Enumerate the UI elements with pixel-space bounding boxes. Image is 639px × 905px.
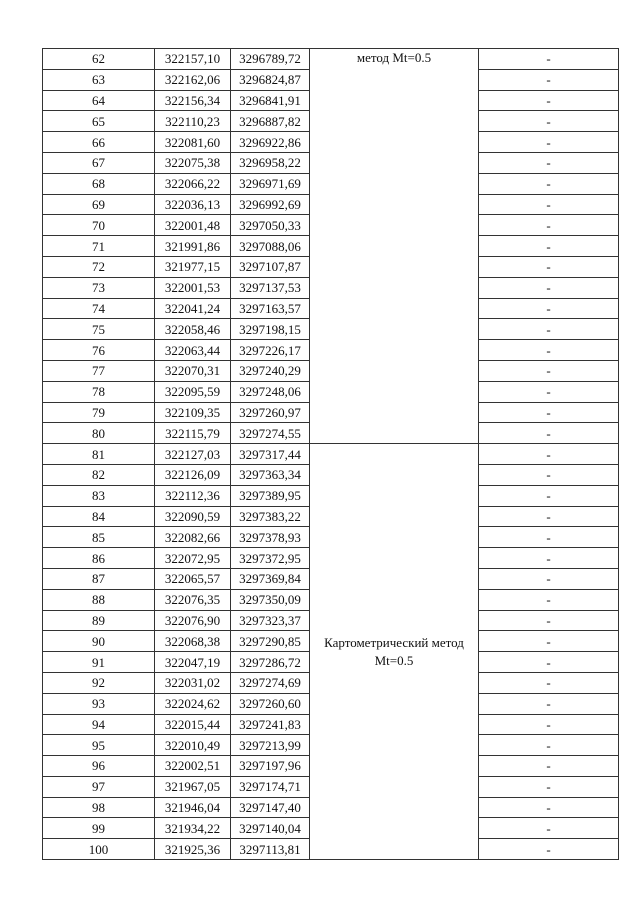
- point-number-cell: 64: [43, 90, 155, 111]
- x-coordinate-cell: 321946,04: [155, 797, 231, 818]
- y-coordinate-cell: 3297274,69: [231, 672, 310, 693]
- x-coordinate-cell: 322024,62: [155, 693, 231, 714]
- note-cell: -: [479, 423, 619, 444]
- coordinates-table: [42, 48, 619, 860]
- x-coordinate-cell: 322112,36: [155, 485, 231, 506]
- note-cell: -: [479, 589, 619, 610]
- point-number-cell: 89: [43, 610, 155, 631]
- note-cell: -: [479, 818, 619, 839]
- y-coordinate-cell: 3297163,57: [231, 298, 310, 319]
- y-coordinate-cell: 3297241,83: [231, 714, 310, 735]
- note-cell: -: [479, 568, 619, 589]
- y-coordinate-cell: 3297372,95: [231, 548, 310, 569]
- note-cell: -: [479, 776, 619, 797]
- point-number-cell: 78: [43, 381, 155, 402]
- note-cell: -: [479, 714, 619, 735]
- x-coordinate-cell: 322065,57: [155, 568, 231, 589]
- point-number-cell: 90: [43, 631, 155, 652]
- point-number-cell: 84: [43, 506, 155, 527]
- x-coordinate-cell: 322072,95: [155, 548, 231, 569]
- point-number-cell: 79: [43, 402, 155, 423]
- point-number-cell: 73: [43, 277, 155, 298]
- x-coordinate-cell: 322162,06: [155, 69, 231, 90]
- table-row: [43, 49, 619, 70]
- note-cell: -: [479, 527, 619, 548]
- note-cell: -: [479, 152, 619, 173]
- x-coordinate-cell: 322076,35: [155, 589, 231, 610]
- note-cell: -: [479, 839, 619, 860]
- x-coordinate-cell: 322156,34: [155, 90, 231, 111]
- y-coordinate-cell: 3297113,81: [231, 839, 310, 860]
- point-number-cell: 68: [43, 173, 155, 194]
- point-number-cell: 83: [43, 485, 155, 506]
- point-number-cell: 91: [43, 652, 155, 673]
- y-coordinate-cell: 3297137,53: [231, 277, 310, 298]
- point-number-cell: 72: [43, 256, 155, 277]
- y-coordinate-cell: 3296887,82: [231, 111, 310, 132]
- y-coordinate-cell: 3297274,55: [231, 423, 310, 444]
- x-coordinate-cell: 322058,46: [155, 319, 231, 340]
- y-coordinate-cell: 3297050,33: [231, 215, 310, 236]
- y-coordinate-cell: 3297174,71: [231, 776, 310, 797]
- note-cell: -: [479, 132, 619, 153]
- note-cell: -: [479, 90, 619, 111]
- x-coordinate-cell: 321991,86: [155, 236, 231, 257]
- y-coordinate-cell: 3296992,69: [231, 194, 310, 215]
- point-number-cell: 94: [43, 714, 155, 735]
- point-number-cell: 75: [43, 319, 155, 340]
- point-number-cell: 76: [43, 340, 155, 361]
- y-coordinate-cell: 3297107,87: [231, 256, 310, 277]
- x-coordinate-cell: 322041,24: [155, 298, 231, 319]
- y-coordinate-cell: 3297323,37: [231, 610, 310, 631]
- note-cell: -: [479, 548, 619, 569]
- note-cell: -: [479, 693, 619, 714]
- x-coordinate-cell: 322036,13: [155, 194, 231, 215]
- point-number-cell: 81: [43, 444, 155, 465]
- point-number-cell: 92: [43, 672, 155, 693]
- note-cell: -: [479, 298, 619, 319]
- point-number-cell: 77: [43, 360, 155, 381]
- point-number-cell: 100: [43, 839, 155, 860]
- note-cell: -: [479, 506, 619, 527]
- note-cell: -: [479, 402, 619, 423]
- x-coordinate-cell: 322110,23: [155, 111, 231, 132]
- y-coordinate-cell: 3297260,97: [231, 402, 310, 423]
- y-coordinate-cell: 3296841,91: [231, 90, 310, 111]
- x-coordinate-cell: 322070,31: [155, 360, 231, 381]
- note-cell: -: [479, 360, 619, 381]
- x-coordinate-cell: 322081,60: [155, 132, 231, 153]
- table-row: [43, 444, 619, 465]
- x-coordinate-cell: 321977,15: [155, 256, 231, 277]
- point-number-cell: 85: [43, 527, 155, 548]
- method-cell-bottom: Картометрический метод Mt=0.5: [310, 444, 479, 860]
- y-coordinate-cell: 3296971,69: [231, 173, 310, 194]
- point-number-cell: 67: [43, 152, 155, 173]
- point-number-cell: 66: [43, 132, 155, 153]
- y-coordinate-cell: 3297286,72: [231, 652, 310, 673]
- y-coordinate-cell: 3296922,86: [231, 132, 310, 153]
- point-number-cell: 86: [43, 548, 155, 569]
- point-number-cell: 63: [43, 69, 155, 90]
- note-cell: -: [479, 444, 619, 465]
- x-coordinate-cell: 322068,38: [155, 631, 231, 652]
- x-coordinate-cell: 322031,02: [155, 672, 231, 693]
- point-number-cell: 95: [43, 735, 155, 756]
- y-coordinate-cell: 3297363,34: [231, 464, 310, 485]
- note-cell: -: [479, 652, 619, 673]
- method-cell-top: метод Mt=0.5: [310, 49, 479, 444]
- y-coordinate-cell: 3297147,40: [231, 797, 310, 818]
- x-coordinate-cell: 322015,44: [155, 714, 231, 735]
- point-number-cell: 71: [43, 236, 155, 257]
- x-coordinate-cell: 322090,59: [155, 506, 231, 527]
- x-coordinate-cell: 321934,22: [155, 818, 231, 839]
- x-coordinate-cell: 322001,53: [155, 277, 231, 298]
- point-number-cell: 93: [43, 693, 155, 714]
- x-coordinate-cell: 322115,79: [155, 423, 231, 444]
- note-cell: -: [479, 464, 619, 485]
- note-cell: -: [479, 111, 619, 132]
- x-coordinate-cell: 322109,35: [155, 402, 231, 423]
- point-number-cell: 98: [43, 797, 155, 818]
- point-number-cell: 99: [43, 818, 155, 839]
- note-cell: -: [479, 797, 619, 818]
- note-cell: -: [479, 215, 619, 236]
- y-coordinate-cell: 3296958,22: [231, 152, 310, 173]
- note-cell: -: [479, 49, 619, 70]
- note-cell: -: [479, 756, 619, 777]
- note-cell: -: [479, 277, 619, 298]
- y-coordinate-cell: 3297088,06: [231, 236, 310, 257]
- point-number-cell: 70: [43, 215, 155, 236]
- coordinates-table-body: [43, 49, 619, 860]
- y-coordinate-cell: 3297290,85: [231, 631, 310, 652]
- y-coordinate-cell: 3296789,72: [231, 49, 310, 70]
- x-coordinate-cell: 322010,49: [155, 735, 231, 756]
- y-coordinate-cell: 3297369,84: [231, 568, 310, 589]
- y-coordinate-cell: 3296824,87: [231, 69, 310, 90]
- x-coordinate-cell: 322157,10: [155, 49, 231, 70]
- y-coordinate-cell: 3297317,44: [231, 444, 310, 465]
- x-coordinate-cell: 321925,36: [155, 839, 231, 860]
- x-coordinate-cell: 322076,90: [155, 610, 231, 631]
- y-coordinate-cell: 3297248,06: [231, 381, 310, 402]
- note-cell: -: [479, 236, 619, 257]
- point-number-cell: 69: [43, 194, 155, 215]
- y-coordinate-cell: 3297213,99: [231, 735, 310, 756]
- x-coordinate-cell: 322127,03: [155, 444, 231, 465]
- y-coordinate-cell: 3297226,17: [231, 340, 310, 361]
- y-coordinate-cell: 3297260,60: [231, 693, 310, 714]
- y-coordinate-cell: 3297378,93: [231, 527, 310, 548]
- note-cell: -: [479, 194, 619, 215]
- x-coordinate-cell: 322082,66: [155, 527, 231, 548]
- y-coordinate-cell: 3297197,96: [231, 756, 310, 777]
- x-coordinate-cell: 322047,19: [155, 652, 231, 673]
- point-number-cell: 62: [43, 49, 155, 70]
- note-cell: -: [479, 485, 619, 506]
- note-cell: -: [479, 173, 619, 194]
- y-coordinate-cell: 3297389,95: [231, 485, 310, 506]
- note-cell: -: [479, 381, 619, 402]
- x-coordinate-cell: 322063,44: [155, 340, 231, 361]
- x-coordinate-cell: 322075,38: [155, 152, 231, 173]
- point-number-cell: 65: [43, 111, 155, 132]
- point-number-cell: 82: [43, 464, 155, 485]
- x-coordinate-cell: 321967,05: [155, 776, 231, 797]
- y-coordinate-cell: 3297198,15: [231, 319, 310, 340]
- note-cell: -: [479, 69, 619, 90]
- x-coordinate-cell: 322095,59: [155, 381, 231, 402]
- point-number-cell: 87: [43, 568, 155, 589]
- y-coordinate-cell: 3297140,04: [231, 818, 310, 839]
- x-coordinate-cell: 322126,09: [155, 464, 231, 485]
- x-coordinate-cell: 322001,48: [155, 215, 231, 236]
- y-coordinate-cell: 3297383,22: [231, 506, 310, 527]
- x-coordinate-cell: 322002,51: [155, 756, 231, 777]
- x-coordinate-cell: 322066,22: [155, 173, 231, 194]
- note-cell: -: [479, 735, 619, 756]
- point-number-cell: 80: [43, 423, 155, 444]
- point-number-cell: 74: [43, 298, 155, 319]
- point-number-cell: 96: [43, 756, 155, 777]
- note-cell: -: [479, 610, 619, 631]
- note-cell: -: [479, 631, 619, 652]
- note-cell: -: [479, 672, 619, 693]
- note-cell: -: [479, 256, 619, 277]
- point-number-cell: 97: [43, 776, 155, 797]
- point-number-cell: 88: [43, 589, 155, 610]
- y-coordinate-cell: 3297350,09: [231, 589, 310, 610]
- note-cell: -: [479, 340, 619, 361]
- y-coordinate-cell: 3297240,29: [231, 360, 310, 381]
- note-cell: -: [479, 319, 619, 340]
